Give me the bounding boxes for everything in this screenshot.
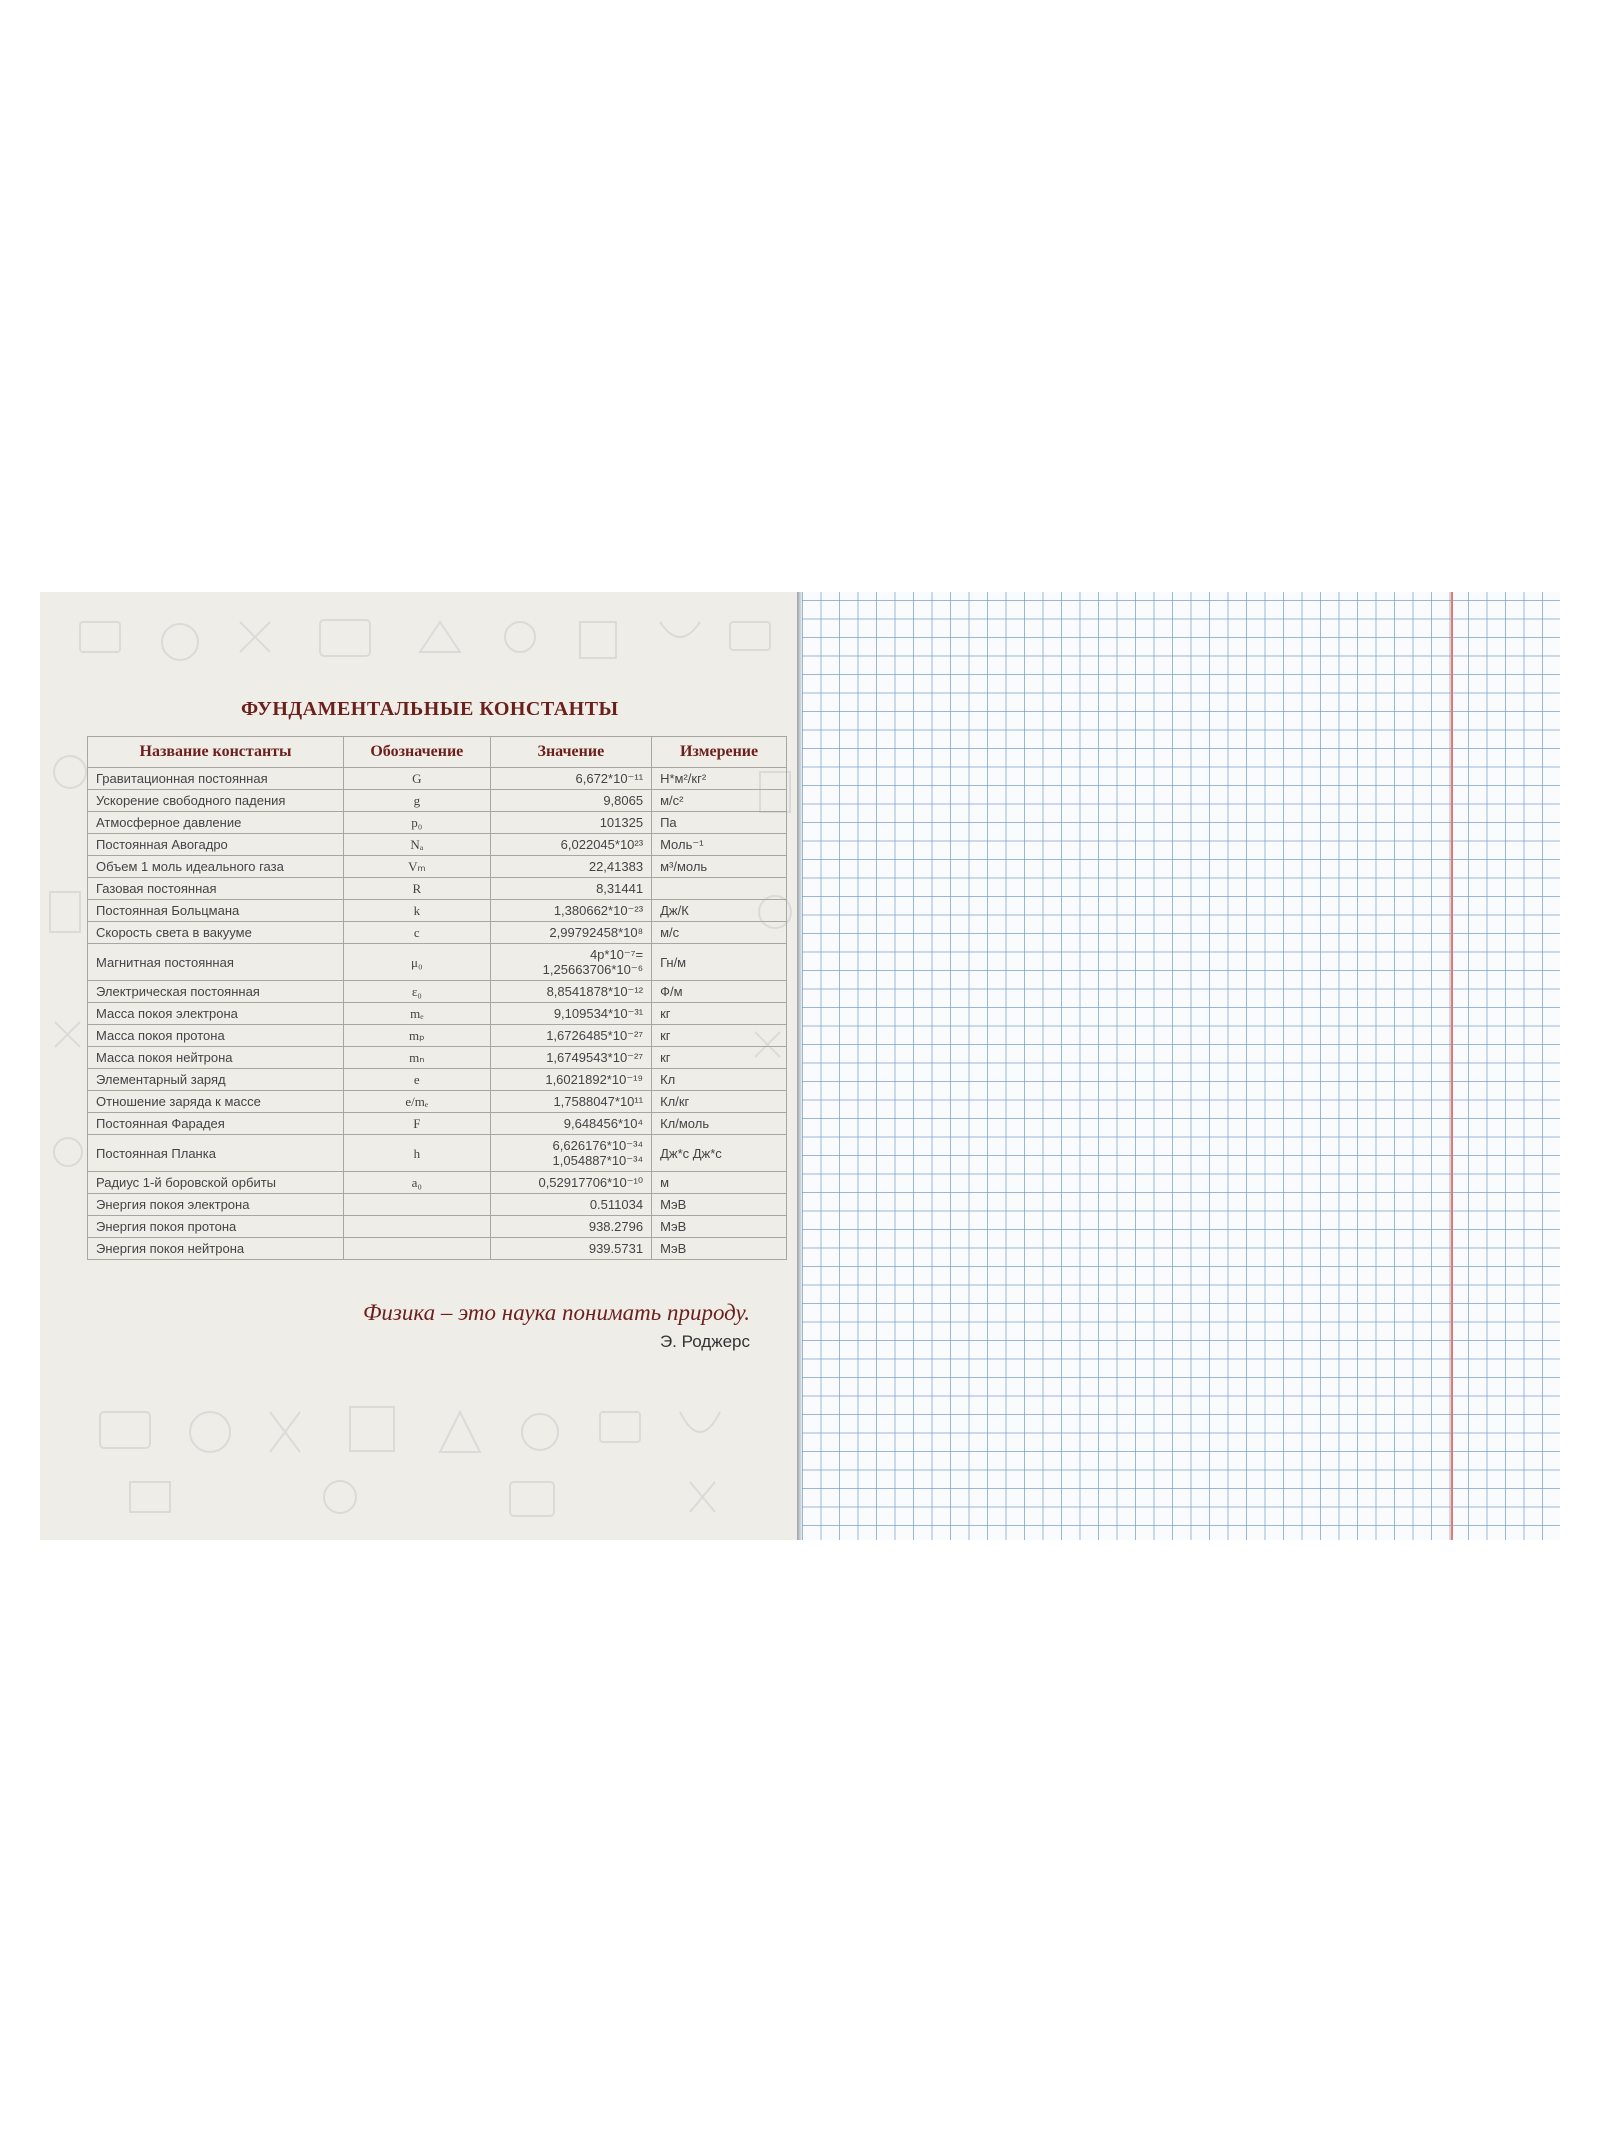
cell-unit: кг <box>652 1047 787 1069</box>
cell-name: Радиус 1-й боровской орбиты <box>88 1172 344 1194</box>
cell-unit: МэВ <box>652 1216 787 1238</box>
table-row <box>88 878 787 900</box>
cell-symbol: mₚ <box>344 1025 491 1047</box>
margin-line <box>1451 592 1453 1540</box>
cell-name: Магнитная постоянная <box>88 944 344 981</box>
cell-value: 1,6021892*10⁻¹⁹ <box>490 1069 651 1091</box>
cell-value: 6,022045*10²³ <box>490 834 651 856</box>
header-unit: Измерение <box>652 737 787 768</box>
cell-name: Энергия покоя протона <box>88 1216 344 1238</box>
cell-value: 1,6749543*10⁻²⁷ <box>490 1047 651 1069</box>
table-row <box>88 812 787 834</box>
cell-symbol: G <box>344 768 491 790</box>
cell-symbol: e/mₑ <box>344 1091 491 1113</box>
cell-unit: Дж/К <box>652 900 787 922</box>
table-row <box>88 1216 787 1238</box>
left-page-cover <box>40 592 798 1540</box>
cell-unit: м³/моль <box>652 856 787 878</box>
table-row <box>88 1025 787 1047</box>
cell-symbol: μ₀ <box>344 944 491 981</box>
table-row <box>88 981 787 1003</box>
notebook-spread <box>40 592 1560 1540</box>
table-row <box>88 768 787 790</box>
cell-unit <box>652 878 787 900</box>
cell-value: 8,31441 <box>490 878 651 900</box>
table-row <box>88 1238 787 1260</box>
cell-name: Масса покоя нейтрона <box>88 1047 344 1069</box>
cell-symbol: Vₘ <box>344 856 491 878</box>
cell-value: 0.511034 <box>490 1194 651 1216</box>
cell-value: 938.2796 <box>490 1216 651 1238</box>
cell-symbol: p₀ <box>344 812 491 834</box>
cell-symbol <box>344 1238 491 1260</box>
header-value: Значение <box>490 737 651 768</box>
table-row <box>88 1194 787 1216</box>
cell-name: Масса покоя электрона <box>88 1003 344 1025</box>
cell-symbol: e <box>344 1069 491 1091</box>
cell-value: 8,8541878*10⁻¹² <box>490 981 651 1003</box>
cell-unit: Кл <box>652 1069 787 1091</box>
cell-name: Гравитационная постоянная <box>88 768 344 790</box>
cell-symbol: mₑ <box>344 1003 491 1025</box>
cell-value: 0,52917706*10⁻¹⁰ <box>490 1172 651 1194</box>
cell-unit: м/с² <box>652 790 787 812</box>
table-header-row <box>88 737 787 768</box>
header-name: Название константы <box>88 737 344 768</box>
table-row <box>88 1091 787 1113</box>
table-row <box>88 922 787 944</box>
cell-value: 9,109534*10⁻³¹ <box>490 1003 651 1025</box>
table-row <box>88 1069 787 1091</box>
cell-value: 4p*10⁻⁷= 1,25663706*10⁻⁶ <box>490 944 651 981</box>
cell-symbol: h <box>344 1135 491 1172</box>
cell-symbol: ε₀ <box>344 981 491 1003</box>
cell-unit: Кл/кг <box>652 1091 787 1113</box>
cell-unit: кг <box>652 1025 787 1047</box>
table-row <box>88 1003 787 1025</box>
cell-unit: Н*м²/кг² <box>652 768 787 790</box>
cell-name: Ускорение свободного падения <box>88 790 344 812</box>
cell-name: Энергия покоя нейтрона <box>88 1238 344 1260</box>
cell-unit: Гн/м <box>652 944 787 981</box>
cell-symbol: c <box>344 922 491 944</box>
cell-unit: м/с <box>652 922 787 944</box>
cell-value: 1,7588047*10¹¹ <box>490 1091 651 1113</box>
cell-unit: Кл/моль <box>652 1113 787 1135</box>
table-row <box>88 1172 787 1194</box>
cell-unit: м <box>652 1172 787 1194</box>
cell-unit: Па <box>652 812 787 834</box>
table-row <box>88 856 787 878</box>
cell-symbol <box>344 1194 491 1216</box>
cell-value: 9,8065 <box>490 790 651 812</box>
cell-name: Отношение заряда к массе <box>88 1091 344 1113</box>
cell-value: 1,6726485*10⁻²⁷ <box>490 1025 651 1047</box>
right-page-grid-paper <box>797 592 1560 1540</box>
cell-symbol <box>344 1216 491 1238</box>
cell-name: Элементарный заряд <box>88 1069 344 1091</box>
table-row <box>88 900 787 922</box>
table-row <box>88 1135 787 1172</box>
cell-symbol: k <box>344 900 491 922</box>
quote-text: Физика – это наука понимать природу. <box>362 1300 750 1325</box>
binding-spine <box>797 592 802 1540</box>
cell-name: Постоянная Фарадея <box>88 1113 344 1135</box>
cell-value: 2,99792458*10⁸ <box>490 922 651 944</box>
cell-symbol: Nₐ <box>344 834 491 856</box>
cell-value: 101325 <box>490 812 651 834</box>
cell-name: Электрическая постоянная <box>88 981 344 1003</box>
table-row <box>88 1047 787 1069</box>
cell-unit: Ф/м <box>652 981 787 1003</box>
cell-unit: Моль⁻¹ <box>652 834 787 856</box>
cell-unit: кг <box>652 1003 787 1025</box>
header-symbol: Обозначение <box>344 737 491 768</box>
table-row <box>88 834 787 856</box>
cell-value: 22,41383 <box>490 856 651 878</box>
table-row <box>88 1113 787 1135</box>
cell-symbol: mₙ <box>344 1047 491 1069</box>
constants-table <box>87 736 787 1260</box>
cell-value: 939.5731 <box>490 1238 651 1260</box>
table-row <box>88 790 787 812</box>
cell-value: 1,380662*10⁻²³ <box>490 900 651 922</box>
cell-name: Газовая постоянная <box>88 878 344 900</box>
page-title: ФУНДАМЕНТАЛЬНЫЕ КОНСТАНТЫ <box>241 698 619 720</box>
cell-name: Энергия покоя электрона <box>88 1194 344 1216</box>
cell-value: 6,626176*10⁻³⁴ 1,054887*10⁻³⁴ <box>490 1135 651 1172</box>
cell-symbol: a₀ <box>344 1172 491 1194</box>
cell-name: Постоянная Авогадро <box>88 834 344 856</box>
cell-name: Объем 1 моль идеального газа <box>88 856 344 878</box>
cell-name: Скорость света в вакууме <box>88 922 344 944</box>
cell-symbol: R <box>344 878 491 900</box>
quote-author: Э. Роджерс <box>659 1332 750 1351</box>
cell-value: 6,672*10⁻¹¹ <box>490 768 651 790</box>
cell-unit: Дж*с Дж*с <box>652 1135 787 1172</box>
cell-value: 9,648456*10⁴ <box>490 1113 651 1135</box>
cell-name: Атмосферное давление <box>88 812 344 834</box>
cell-unit: МэВ <box>652 1238 787 1260</box>
table-row <box>88 944 787 981</box>
table-body <box>88 768 787 1260</box>
cell-name: Постоянная Планка <box>88 1135 344 1172</box>
cell-symbol: g <box>344 790 491 812</box>
cell-symbol: F <box>344 1113 491 1135</box>
cell-name: Постоянная Больцмана <box>88 900 344 922</box>
cell-name: Масса покоя протона <box>88 1025 344 1047</box>
cell-unit: МэВ <box>652 1194 787 1216</box>
